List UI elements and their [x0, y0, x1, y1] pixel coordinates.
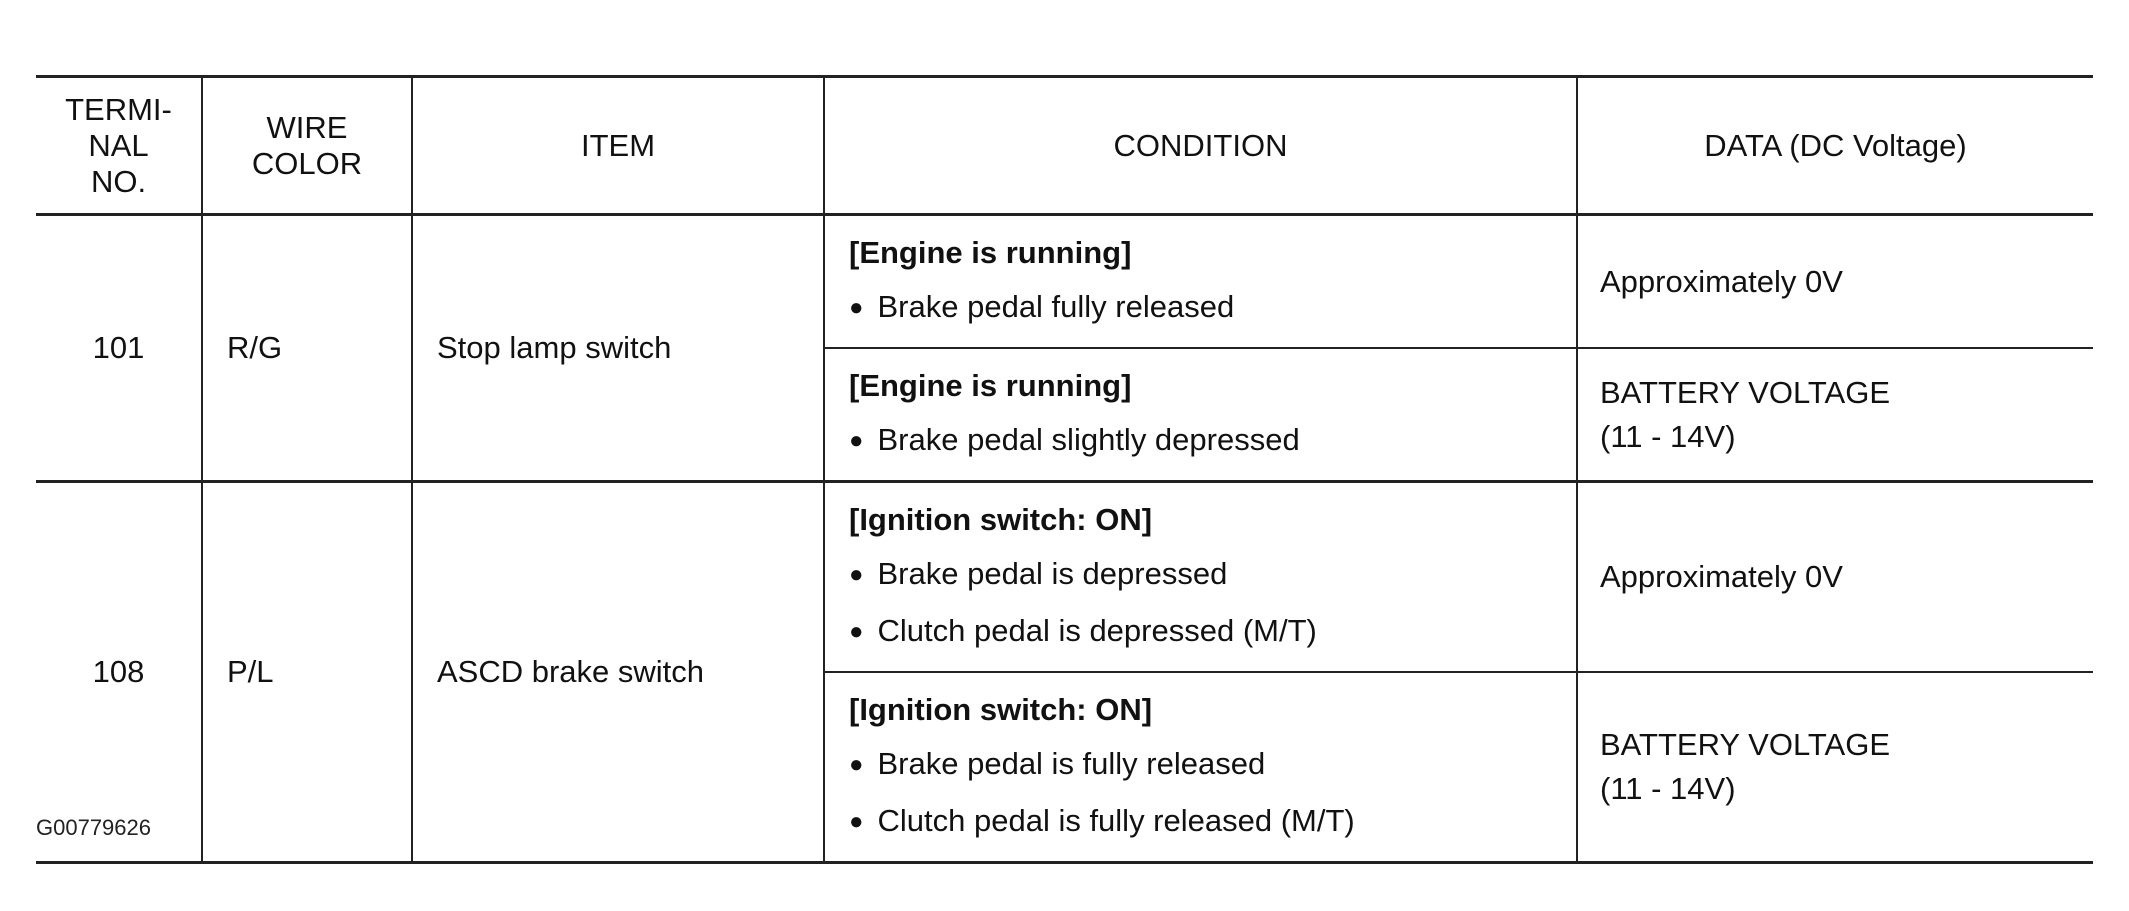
data-value: Approximately 0V	[1600, 263, 1843, 299]
data-cell	[1577, 672, 2093, 863]
data-value: BATTERY VOLTAGE	[1600, 374, 1890, 410]
condition-bullet: ● Clutch pedal is fully released (M/T)	[849, 794, 1564, 851]
item-name: Stop lamp switch	[412, 215, 824, 482]
condition-title: [Ignition switch: ON]	[849, 502, 1153, 537]
terminal-number: 101	[36, 215, 202, 482]
item-name: ASCD brake switch	[412, 482, 824, 863]
condition-bullet: ● Brake pedal fully released	[849, 280, 1564, 337]
data-cell	[1577, 215, 2093, 349]
header-data: DATA (DC Voltage)	[1577, 77, 2093, 215]
condition-cell	[824, 215, 1577, 349]
condition-cell	[824, 672, 1577, 863]
condition-bullet: ● Brake pedal is fully released	[849, 737, 1564, 794]
terminal-number: 108	[36, 482, 202, 863]
data-cell	[1577, 482, 2093, 673]
table-row	[36, 482, 2093, 673]
data-value: Approximately 0V	[1600, 559, 1843, 594]
wire-color: R/G	[202, 215, 412, 482]
condition-cell	[824, 348, 1577, 482]
header-item: ITEM	[412, 77, 824, 215]
data-value: BATTERY VOLTAGE	[1600, 727, 1890, 762]
condition-bullet: ● Brake pedal is depressed	[849, 547, 1564, 604]
data-value: (11 - 14V)	[1600, 418, 1736, 454]
header-condition: CONDITION	[824, 77, 1577, 215]
table-header-row	[36, 77, 2093, 215]
data-cell	[1577, 348, 2093, 482]
header-wire-color: WIRE COLOR	[202, 77, 412, 215]
data-value: (11 - 14V)	[1600, 771, 1736, 806]
wire-color: P/L	[202, 482, 412, 863]
condition-title: [Ignition switch: ON]	[849, 692, 1153, 727]
figure-code: G00779626	[36, 815, 151, 840]
table-row	[36, 215, 2093, 349]
condition-bullet: ● Clutch pedal is depressed (M/T)	[849, 604, 1564, 661]
condition-cell	[824, 482, 1577, 673]
terminal-data-table	[36, 75, 2093, 864]
condition-title: [Engine is running]	[849, 235, 1132, 270]
condition-title: [Engine is running]	[849, 368, 1132, 403]
condition-bullet: ● Brake pedal slightly depressed	[849, 413, 1564, 470]
header-terminal-no: TERMI- NAL NO.	[36, 77, 202, 215]
